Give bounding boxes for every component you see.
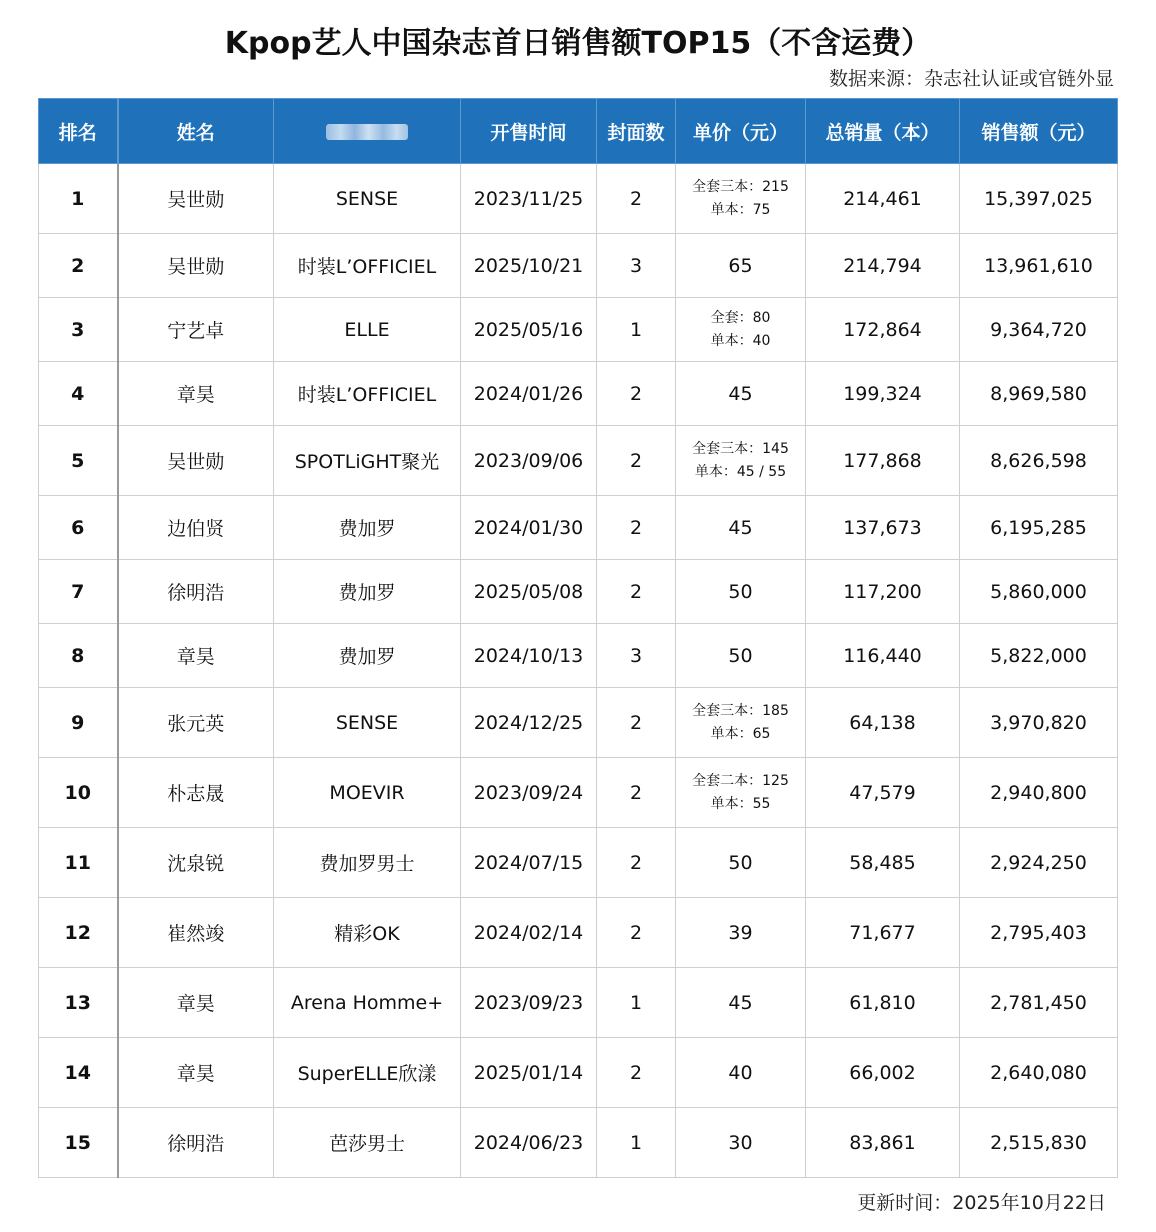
cell-revenue: 2,781,450 bbox=[960, 968, 1118, 1038]
cell-covers: 2 bbox=[597, 496, 676, 560]
cell-rank: 10 bbox=[39, 758, 118, 828]
cell-date: 2024/07/15 bbox=[461, 828, 597, 898]
cell-date: 2025/05/08 bbox=[461, 560, 597, 624]
table-row bbox=[39, 362, 1118, 426]
cell-revenue: 15,397,025 bbox=[960, 164, 1118, 234]
header-covers: 封面数 bbox=[597, 99, 676, 164]
cell-covers: 2 bbox=[597, 362, 676, 426]
cell-name: 章昊 bbox=[118, 624, 274, 688]
update-time: 更新时间：2025年10月22日 bbox=[857, 1192, 1106, 1214]
cell-revenue: 13,961,610 bbox=[960, 234, 1118, 298]
cell-name: 朴志晟 bbox=[118, 758, 274, 828]
cell-revenue: 2,940,800 bbox=[960, 758, 1118, 828]
table-row bbox=[39, 1038, 1118, 1108]
price-single-line: 单本：40 bbox=[710, 332, 771, 349]
cell-qty: 66,002 bbox=[806, 1038, 960, 1108]
cell-price: 30 bbox=[676, 1108, 806, 1178]
table-row bbox=[39, 298, 1118, 362]
cell-price: 45 bbox=[676, 362, 806, 426]
header-price: 单价（元） bbox=[676, 99, 806, 164]
cell-magazine: SPOTLiGHT聚光 bbox=[274, 426, 461, 496]
cell-revenue: 2,640,080 bbox=[960, 1038, 1118, 1108]
cell-name: 崔然竣 bbox=[118, 898, 274, 968]
cell-covers: 1 bbox=[597, 1108, 676, 1178]
cell-name: 章昊 bbox=[118, 362, 274, 426]
header-rank: 排名 bbox=[39, 99, 118, 164]
cell-price: 65 bbox=[676, 234, 806, 298]
cell-covers: 1 bbox=[597, 298, 676, 362]
cell-qty: 199,324 bbox=[806, 362, 960, 426]
table-row bbox=[39, 828, 1118, 898]
cell-date: 2024/10/13 bbox=[461, 624, 597, 688]
cell-qty: 116,440 bbox=[806, 624, 960, 688]
cell-magazine: 费加罗 bbox=[274, 624, 461, 688]
cell-qty: 83,861 bbox=[806, 1108, 960, 1178]
cell-rank: 12 bbox=[39, 898, 118, 968]
price-set-line: 全套二本：125 bbox=[692, 772, 789, 789]
cell-qty: 47,579 bbox=[806, 758, 960, 828]
cell-magazine: 精彩OK bbox=[274, 898, 461, 968]
cell-rank: 7 bbox=[39, 560, 118, 624]
cell-revenue: 5,822,000 bbox=[960, 624, 1118, 688]
price-single-line: 单本：65 bbox=[710, 725, 771, 742]
cell-rank: 8 bbox=[39, 624, 118, 688]
cell-date: 2025/10/21 bbox=[461, 234, 597, 298]
cell-qty: 117,200 bbox=[806, 560, 960, 624]
cell-name: 徐明浩 bbox=[118, 1108, 274, 1178]
cell-revenue: 2,924,250 bbox=[960, 828, 1118, 898]
cell-price: 40 bbox=[676, 1038, 806, 1108]
cell-covers: 2 bbox=[597, 1038, 676, 1108]
cell-date: 2023/09/23 bbox=[461, 968, 597, 1038]
cell-date: 2024/06/23 bbox=[461, 1108, 597, 1178]
cell-covers: 2 bbox=[597, 828, 676, 898]
header-revenue: 销售额（元） bbox=[960, 99, 1118, 164]
cell-rank: 5 bbox=[39, 426, 118, 496]
table-row bbox=[39, 1108, 1118, 1178]
cell-date: 2024/02/14 bbox=[461, 898, 597, 968]
cell-date: 2025/01/14 bbox=[461, 1038, 597, 1108]
price-single-line: 单本：75 bbox=[710, 201, 771, 218]
cell-date: 2024/01/30 bbox=[461, 496, 597, 560]
cell-name: 徐明浩 bbox=[118, 560, 274, 624]
cell-revenue: 8,626,598 bbox=[960, 426, 1118, 496]
cell-price: 50 bbox=[676, 560, 806, 624]
cell-magazine: 费加罗男士 bbox=[274, 828, 461, 898]
table-row bbox=[39, 758, 1118, 828]
cell-rank: 6 bbox=[39, 496, 118, 560]
cell-revenue: 3,970,820 bbox=[960, 688, 1118, 758]
cell-magazine: 费加罗 bbox=[274, 560, 461, 624]
cell-name: 沈泉锐 bbox=[118, 828, 274, 898]
cell-covers: 2 bbox=[597, 898, 676, 968]
cell-price: 45 bbox=[676, 968, 806, 1038]
cell-rank: 13 bbox=[39, 968, 118, 1038]
header-name: 姓名 bbox=[118, 99, 274, 164]
cell-price bbox=[676, 164, 806, 234]
cell-magazine: SuperELLE欣漾 bbox=[274, 1038, 461, 1108]
cell-covers: 3 bbox=[597, 234, 676, 298]
header-qty: 总销量（本） bbox=[806, 99, 960, 164]
cell-qty: 58,485 bbox=[806, 828, 960, 898]
price-single-line: 单本：45 / 55 bbox=[694, 463, 787, 480]
table-row bbox=[39, 234, 1118, 298]
table-row bbox=[39, 164, 1118, 234]
cell-date: 2025/05/16 bbox=[461, 298, 597, 362]
table-row bbox=[39, 624, 1118, 688]
table-row bbox=[39, 898, 1118, 968]
cell-covers: 1 bbox=[597, 968, 676, 1038]
cell-price: 50 bbox=[676, 624, 806, 688]
cell-price bbox=[676, 426, 806, 496]
cell-magazine: ELLE bbox=[274, 298, 461, 362]
price-set-line: 全套三本：145 bbox=[692, 440, 789, 457]
cell-price: 39 bbox=[676, 898, 806, 968]
table-row bbox=[39, 426, 1118, 496]
header-magazine-redacted bbox=[274, 99, 461, 164]
cell-covers: 2 bbox=[597, 426, 676, 496]
cell-name: 章昊 bbox=[118, 1038, 274, 1108]
cell-magazine: Arena Homme+ bbox=[274, 968, 461, 1038]
price-set-line: 全套三本：215 bbox=[692, 178, 789, 195]
cell-date: 2023/09/24 bbox=[461, 758, 597, 828]
price-single-line: 单本：55 bbox=[710, 795, 771, 812]
cell-rank: 2 bbox=[39, 234, 118, 298]
cell-covers: 2 bbox=[597, 560, 676, 624]
cell-rank: 11 bbox=[39, 828, 118, 898]
cell-qty: 64,138 bbox=[806, 688, 960, 758]
cell-magazine: MOEVIR bbox=[274, 758, 461, 828]
cell-covers: 2 bbox=[597, 164, 676, 234]
table-header-row bbox=[39, 99, 1118, 164]
cell-qty: 172,864 bbox=[806, 298, 960, 362]
cell-date: 2024/01/26 bbox=[461, 362, 597, 426]
cell-revenue: 5,860,000 bbox=[960, 560, 1118, 624]
cell-qty: 137,673 bbox=[806, 496, 960, 560]
cell-magazine: SENSE bbox=[274, 688, 461, 758]
table-row bbox=[39, 496, 1118, 560]
cell-price bbox=[676, 758, 806, 828]
redacted-blur bbox=[326, 124, 408, 140]
header-date: 开售时间 bbox=[461, 99, 597, 164]
cell-rank: 14 bbox=[39, 1038, 118, 1108]
price-set-line: 全套三本：185 bbox=[692, 702, 789, 719]
cell-price: 45 bbox=[676, 496, 806, 560]
cell-covers: 3 bbox=[597, 624, 676, 688]
page-title: Kpop艺人中国杂志首日销售额TOP15（不含运费） bbox=[224, 26, 932, 61]
cell-rank: 15 bbox=[39, 1108, 118, 1178]
cell-revenue: 8,969,580 bbox=[960, 362, 1118, 426]
cell-price bbox=[676, 298, 806, 362]
cell-revenue: 6,195,285 bbox=[960, 496, 1118, 560]
cell-covers: 2 bbox=[597, 688, 676, 758]
cell-magazine: 芭莎男士 bbox=[274, 1108, 461, 1178]
cell-revenue: 9,364,720 bbox=[960, 298, 1118, 362]
cell-qty: 61,810 bbox=[806, 968, 960, 1038]
cell-qty: 214,461 bbox=[806, 164, 960, 234]
cell-name: 章昊 bbox=[118, 968, 274, 1038]
cell-name: 张元英 bbox=[118, 688, 274, 758]
cell-rank: 1 bbox=[39, 164, 118, 234]
cell-qty: 177,868 bbox=[806, 426, 960, 496]
cell-magazine: 费加罗 bbox=[274, 496, 461, 560]
cell-name: 宁艺卓 bbox=[118, 298, 274, 362]
cell-magazine: SENSE bbox=[274, 164, 461, 234]
cell-name: 吴世勋 bbox=[118, 164, 274, 234]
cell-price bbox=[676, 688, 806, 758]
cell-name: 吴世勋 bbox=[118, 234, 274, 298]
cell-name: 边伯贤 bbox=[118, 496, 274, 560]
sales-table bbox=[38, 98, 1118, 1178]
table-row bbox=[39, 560, 1118, 624]
cell-date: 2023/11/25 bbox=[461, 164, 597, 234]
cell-rank: 4 bbox=[39, 362, 118, 426]
table-row bbox=[39, 968, 1118, 1038]
cell-date: 2023/09/06 bbox=[461, 426, 597, 496]
cell-price: 50 bbox=[676, 828, 806, 898]
cell-magazine: 时装L’OFFICIEL bbox=[274, 362, 461, 426]
cell-qty: 71,677 bbox=[806, 898, 960, 968]
cell-revenue: 2,795,403 bbox=[960, 898, 1118, 968]
cell-rank: 9 bbox=[39, 688, 118, 758]
cell-name: 吴世勋 bbox=[118, 426, 274, 496]
cell-date: 2024/12/25 bbox=[461, 688, 597, 758]
data-source-note: 数据来源：杂志社认证或官链外显 bbox=[828, 68, 1114, 90]
cell-covers: 2 bbox=[597, 758, 676, 828]
table-row bbox=[39, 688, 1118, 758]
cell-magazine: 时装L’OFFICIEL bbox=[274, 234, 461, 298]
price-set-line: 全套：80 bbox=[710, 309, 771, 326]
cell-rank: 3 bbox=[39, 298, 118, 362]
cell-revenue: 2,515,830 bbox=[960, 1108, 1118, 1178]
cell-qty: 214,794 bbox=[806, 234, 960, 298]
